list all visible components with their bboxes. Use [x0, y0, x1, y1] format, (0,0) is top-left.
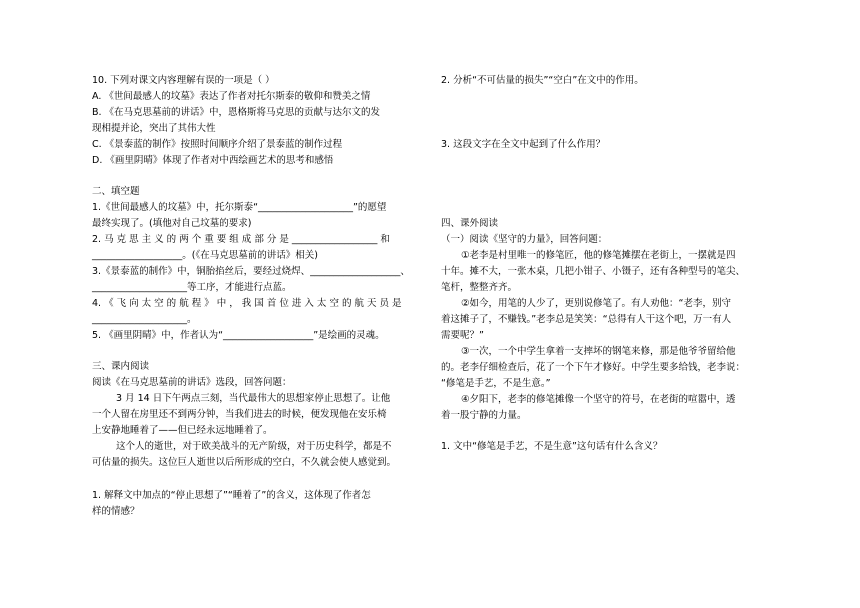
fill-q3-line2: ____________________等工序，才能进行点蓝。	[92, 282, 292, 293]
section-heading-extra: 四、课外阅读	[441, 218, 499, 229]
fill-q1-line2: 最终实现了。(填他对自己坟墓的要求)	[92, 218, 252, 229]
extra-passage-line: ①老李是村里唯一的修笔匠，他的修笔摊摆在老街上，一摆就是四	[461, 250, 736, 261]
extra-passage-line: 十年。摊不大，一张木桌，几把小钳子、小镊子，还有各种型号的笔尖、	[441, 266, 746, 277]
q10-option-b-line2: 现相提并论，突出了其伟大性	[92, 123, 216, 134]
extra-passage-line: 笔杆，整整齐齐。	[441, 282, 518, 293]
inclass-q2: 2. 分析“不可估量的损失”“空白”在文中的作用。	[441, 75, 644, 86]
extra-passage-line: ②如今，用笔的人少了，更别说修笔了。有人劝他：“老李，别守	[461, 298, 731, 309]
inclass-passage-line: 一个人留在房里还不到两分钟，当我们进去的时候，便发现他在安乐椅	[92, 409, 387, 420]
inclass-q1-line1: 1. 解释文中加点的“停止思想了”“睡着了”的含义，这体现了作者怎	[92, 490, 371, 501]
extra-passage-line: 需要呢？”	[441, 330, 484, 341]
extra-passage-line: ③一次，一个中学生拿着一支摔坏的钢笔来修，那是他爷爷留给他	[461, 346, 736, 357]
fill-q2-line2: ___________________。(《在马克思墓前的讲话》相关)	[92, 250, 318, 261]
q10-option-a: A. 《世间最感人的坟墓》表达了作者对托尔斯泰的敬仰和赞美之情	[92, 91, 371, 102]
section-heading-inclass: 三、课内阅读	[92, 361, 150, 372]
fill-q4-line1: 4. 《 飞 向 太 空 的 航 程 》 中 ， 我 国 首 位 进 入 太 空 的 航 天 员 是	[92, 298, 402, 309]
inclass-passage-line: 3 月 14 日下午两点三刻，当代最伟大的思想家停止思想了。让他	[116, 393, 391, 404]
extra-q1: 1. 文中“修笔是手艺，不是生意”这句话有什么含义？	[441, 441, 663, 452]
inclass-passage-line: 上安静地睡着了——但已经永远地睡着了。	[92, 425, 273, 436]
fill-q2-line1: 2. 马 克 思 主 义 的 两 个 重 要 组 成 部 分 是 __________________ 和	[92, 234, 390, 245]
q10-option-c: C. 《景泰蓝的制作》按照时间顺序介绍了景泰蓝的制作过程	[92, 139, 343, 150]
fill-q4-line2: ____________________。	[92, 314, 197, 325]
extra-passage-line: 着一股宁静的力量。	[441, 410, 527, 421]
q10-option-b-line1: B. 《在马克思墓前的讲话》中，恩格斯将马克思的贡献与达尔文的发	[92, 107, 381, 118]
extra-passage-line: 的。老李仔细检查后，花了一个下午才修好。中学生要多给钱，老李说：	[441, 362, 746, 373]
extra-passage-line: “修笔是手艺，不是生意。”	[441, 378, 551, 389]
extra-intro: （一）阅读《坚守的力量》，回答问题：	[441, 234, 608, 245]
inclass-passage-line: 这个人的逝世，对于欧美战斗的无产阶级，对于历史科学，都是不	[116, 441, 392, 452]
inclass-q1-line2: 样的情感？	[92, 506, 140, 517]
inclass-intro: 阅读《在马克思墓前的讲话》选段，回答问题：	[92, 377, 292, 388]
inclass-q3: 3. 这段文字在全文中起到了什么作用？	[441, 139, 606, 150]
fill-q5: 5. 《画里阴晴》中，作者认为“___________________”是绘画的灵魂。	[92, 330, 385, 341]
fill-q1-line1: 1.《世间最感人的坟墓》中，托尔斯泰“____________________”的愿望	[92, 202, 387, 213]
inclass-passage-line: 可估量的损失。这位巨人逝世以后所形成的空白，不久就会使人感觉到。	[92, 457, 397, 468]
extra-passage-line: ④夕阳下，老李的修笔摊像一个坚守的符号，在老街的喧嚣中，透	[461, 394, 736, 405]
section-heading-fill: 二、填空题	[92, 186, 140, 197]
q10-stem: 10. 下列对课文内容理解有误的一项是（ ）	[92, 75, 275, 86]
q10-option-d: D. 《画里阴晴》体现了作者对中西绘画艺术的思考和感悟	[92, 155, 334, 166]
extra-passage-line: 着这摊子了，不赚钱。”老李总是笑笑：“总得有人干这个吧，万一有人	[441, 314, 732, 325]
fill-q3-line1: 3.《景泰蓝的制作》中，铜胎掐丝后，要经过烧焊、___________________、	[92, 266, 410, 277]
